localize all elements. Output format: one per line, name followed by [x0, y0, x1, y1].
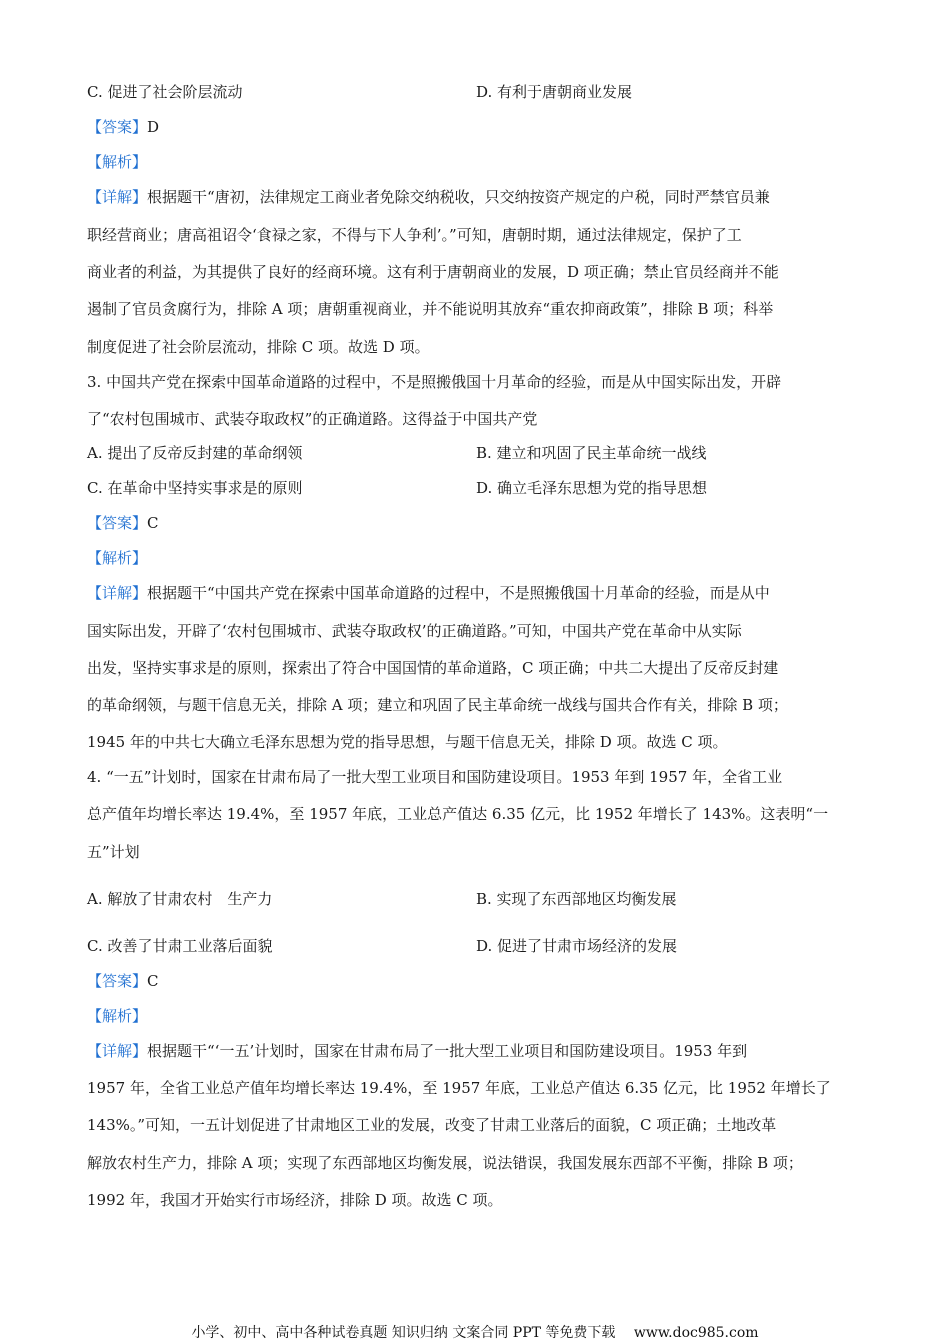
q2-detail-line-0: 【详解】根据题干“唐初，法律规定工商业者免除交纳税收，只交纳按资产规定的户税，同时严禁官员兼 — [87, 188, 770, 206]
q2-detail-line-1: 职经营商业；唐高祖诏令‘食禄之家，不得与下人争利’。”可知，唐朝时期，通过法律规定，保护了工 — [87, 226, 742, 244]
q4-analysis-tag: 【解析】 — [87, 1007, 148, 1025]
q3-detail-line-3: 的革命纲领，与题干信息无关，排除 A 项；建立和巩固了民主革命统一战线与国共合作有关，排除 B 项； — [87, 696, 788, 714]
q2-detail-line-4: 制度促进了社会阶层流动，排除 C 项。故选 D 项。 — [87, 338, 430, 356]
q4-detail-line-4: 1992 年，我国才开始实行市场经济，排除 D 项。故选 C 项。 — [87, 1191, 503, 1209]
answer-value: C — [147, 972, 159, 990]
answer-tag: 【答案】 — [87, 118, 148, 136]
answer-tag: 【答案】 — [87, 972, 148, 990]
q4-detail-line-0: 【详解】根据题干“‘一五’计划时，国家在甘肃布局了一批大型工业项目和国防建设项目。1953 年到 — [87, 1042, 748, 1060]
detail-tag: 【详解】 — [87, 1042, 148, 1060]
q3-analysis-tag: 【解析】 — [87, 549, 148, 567]
q2-detail-line-2: 商业者的利益，为其提供了良好的经商环境。这有利于唐朝商业的发展，D 项正确；禁止官员经商并不能 — [87, 263, 779, 281]
q3-detail-line-1: 国实际出发，开辟了‘农村包围城市、武装夺取政权’的正确道路。”可知，中国共产党在革命中从实际 — [87, 622, 742, 640]
q4-stem-line-0: 4. “一五”计划时，国家在甘肃布局了一批大型工业项目和国防建设项目。1953 年到 1957 年，全省工业 — [87, 768, 783, 786]
q4-answer — [87, 970, 159, 992]
page-footer: 小学、初中、高中各种试卷真题 知识归纳 文案合同 PPT 等免费下载 www.doc985.com — [191, 1325, 759, 1341]
q4-stem-line-1: 总产值年均增长率达 19.4%，至 1957 年底，工业总产值达 6.35 亿元，比 1952 年增长了 143%。这表明“一 — [87, 805, 829, 823]
q3-option-c: C. 在革命中坚持实事求是的原则 — [87, 479, 303, 497]
detail-tag: 【详解】 — [87, 188, 148, 206]
answer-tag: 【答案】 — [87, 514, 148, 532]
answer-value: C — [147, 514, 159, 532]
q4-option-c: C. 改善了甘肃工业落后面貌 — [87, 937, 273, 955]
q2-detail-line-3: 遏制了官员贪腐行为，排除 A 项；唐朝重视商业，并不能说明其放弃“重农抑商政策”，排除 B 项；科举 — [87, 300, 774, 318]
q3-answer — [87, 512, 159, 534]
q4-option-d: D. 促进了甘肃市场经济的发展 — [476, 937, 678, 955]
q3-stem-line-1: 了“农村包围城市、武装夺取政权”的正确道路。这得益于中国共产党 — [87, 410, 538, 428]
q4-detail-line-2: 143%。”可知，一五计划促进了甘肃地区工业的发展，改变了甘肃工业落后的面貌，C 项正确；土地改革 — [87, 1116, 777, 1134]
q3-stem-line-0: 3. 中国共产党在探索中国革命道路的过程中，不是照搬俄国十月革命的经验，而是从中国实际出发，开辟 — [87, 373, 782, 391]
q3-detail-line-4: 1945 年的中共七大确立毛泽东思想为党的指导思想，与题干信息无关，排除 D 项。故选 C 项。 — [87, 733, 728, 751]
q2-analysis-tag: 【解析】 — [87, 153, 148, 171]
q3-option-b: B. 建立和巩固了民主革命统一战线 — [476, 444, 707, 462]
detail-tag: 【详解】 — [87, 584, 148, 602]
q3-option-d: D. 确立毛泽东思想为党的指导思想 — [476, 479, 708, 497]
q3-option-a: A. 提出了反帝反封建的革命纲领 — [87, 444, 303, 462]
q4-detail-line-3: 解放农村生产力，排除 A 项；实现了东西部地区均衡发展，说法错误，我国发展东西部不平衡，排除 B 项； — [87, 1154, 803, 1172]
q2-option-c: C. 促进了社会阶层流动 — [87, 83, 243, 101]
q3-detail-line-2: 出发，坚持实事求是的原则，探索出了符合中国国情的革命道路，C 项正确；中共二大提出了反帝反封建 — [87, 659, 779, 677]
q3-detail-line-0: 【详解】根据题干“中国共产党在探索中国革命道路的过程中，不是照搬俄国十月革命的经验，而是从中 — [87, 584, 770, 602]
answer-value: D — [147, 118, 160, 136]
q4-stem-line-2: 五”计划 — [87, 843, 140, 861]
q4-option-a: A. 解放了甘肃农村 生产力 — [87, 890, 273, 908]
q4-detail-line-1: 1957 年，全省工业总产值年均增长率达 19.4%，至 1957 年底，工业总产值达 6.35 亿元，比 1952 年增长了 — [87, 1079, 831, 1097]
q4-option-b: B. 实现了东西部地区均衡发展 — [476, 890, 677, 908]
q2-option-d: D. 有利于唐朝商业发展 — [476, 83, 633, 101]
q2-answer — [87, 116, 159, 138]
